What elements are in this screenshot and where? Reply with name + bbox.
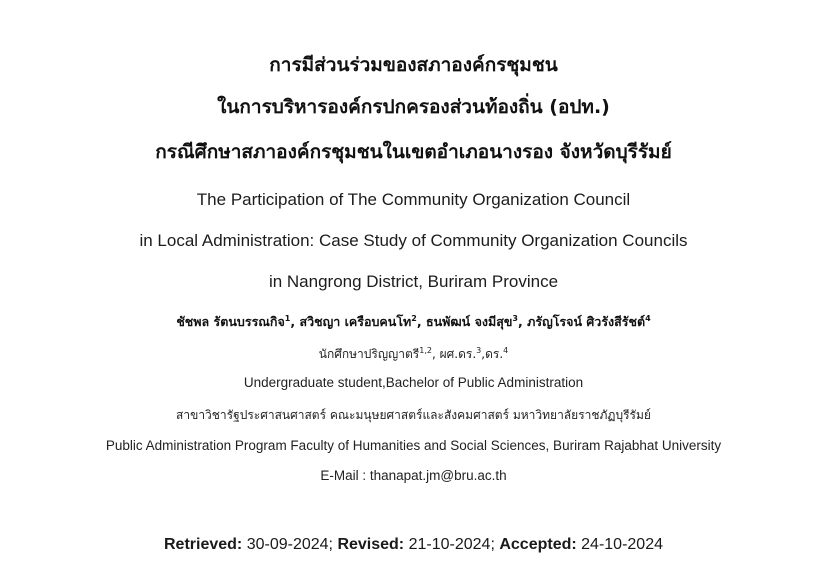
revised-date: 21-10-2024; [408, 536, 495, 553]
position-separator: , [481, 347, 486, 361]
author-affiliation-mark: 4 [645, 313, 651, 323]
retrieved-label: Retrieved: [163, 536, 243, 553]
affiliation-english-university: Public Administration Program Faculty of Humanities and Social Sciences, Buriram Rajabhat University [105, 438, 722, 453]
author-positions [0, 345, 827, 364]
author-name: ชัชพล รัตนบรรณกิจ [176, 314, 285, 329]
english-title-line-3: in Nangrong District, Buriram Province [268, 272, 559, 291]
author-separator: , [416, 314, 426, 329]
retrieved-date: 30-09-2024; [246, 536, 333, 553]
author-1 [176, 314, 299, 329]
author-4 [527, 314, 651, 329]
affiliation-thai: สาขาวิชารัฐประศาสนศาสตร์ คณะมนุษยศาสตร์และสังคมศาสตร์ มหาวิทยาลัยราชภัฏบุรีรัมย์ [176, 408, 651, 422]
english-title-line-1: The Participation of The Community Organization Council [196, 190, 631, 209]
thai-title-line-1: การมีส่วนร่วมของสภาองค์กรชุมชน [269, 54, 558, 76]
author-affiliation-mark: 2 [411, 313, 417, 323]
position-mark: 1,2 [419, 346, 432, 355]
thai-title-line-2: ในการบริหารองค์กรปกครองส่วนท้องถิ่น (อปท.) [217, 96, 610, 118]
author-3 [426, 314, 527, 329]
author-separator: , [518, 314, 528, 329]
accepted-label: Accepted: [499, 536, 577, 553]
affiliation-english-degree: Undergraduate student,Bachelor of Public Administration [243, 375, 584, 390]
position-mark: 3 [476, 346, 482, 355]
author-2 [299, 314, 426, 329]
author-email[interactable]: E-Mail : thanapat.jm@bru.ac.th [320, 468, 507, 483]
revised-label: Revised: [337, 536, 405, 553]
author-name: ธนพัฒน์ จงมีสุข [425, 314, 513, 329]
position-separator: , [432, 347, 440, 361]
position-mark: 4 [503, 346, 509, 355]
author-name: สวิชญา เครือบคนโท [299, 314, 412, 329]
submission-dates [0, 536, 827, 554]
position-student: นักศึกษาปริญญาตรี [318, 347, 420, 361]
author-list [0, 312, 827, 332]
english-title-line-2: in Local Administration: Case Study of Community Organization Councils [139, 231, 688, 250]
position-asst-prof: ผศ.ดร. [439, 347, 477, 361]
position-dr: ดร. [485, 347, 504, 361]
thai-title-line-3: กรณีศึกษาสภาองค์กรชุมชนในเขตอำเภอนางรอง จังหวัดบุรีรัมย์ [155, 141, 672, 163]
accepted-date: 24-10-2024 [581, 536, 663, 553]
author-separator: , [290, 314, 300, 329]
author-affiliation-mark: 3 [512, 313, 518, 323]
author-affiliation-mark: 1 [284, 313, 291, 323]
author-name: ภรัญโรจน์ ศิวรังสีรัชต์ [527, 314, 646, 329]
